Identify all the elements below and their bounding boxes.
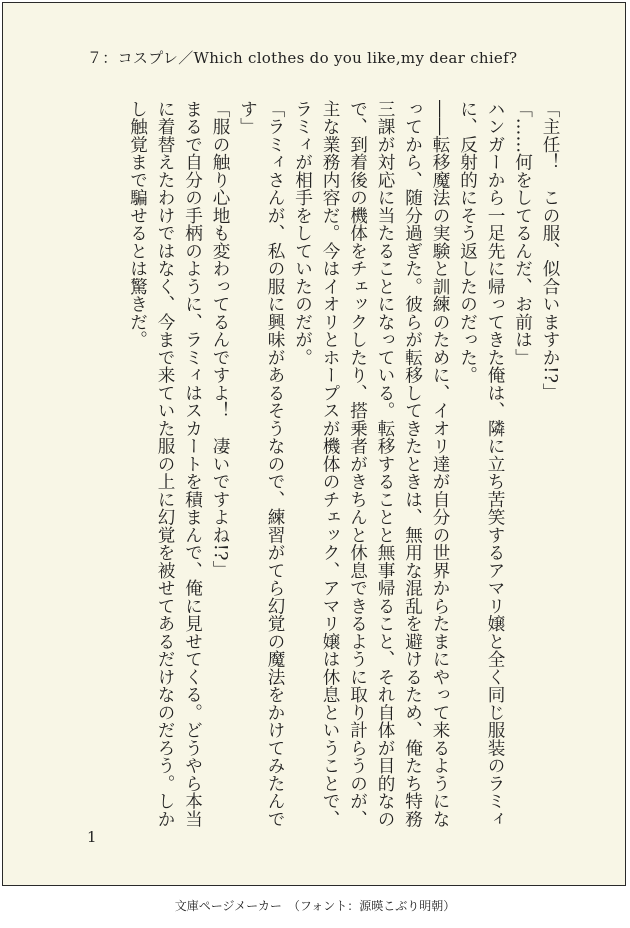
body-text [87, 100, 563, 834]
footer-credit: 文庫ページメーカー （フォント：源暎こぶり明朝） [174, 899, 456, 913]
paragraph: 「服の触り心地も変わってるんですよ！ 凄いですよね!?」 [210, 100, 230, 579]
chapter-title: ７：コスプレ／Which clothes do you like,my dear chief? [87, 49, 518, 67]
page-number: 1 [87, 828, 97, 846]
paragraph: 「……何をしてるんだ、お前は」 [512, 100, 533, 367]
paragraph: 「主任！ この服、似合いますか!?」 [540, 100, 560, 401]
book-page [2, 2, 626, 886]
paragraph: まるで自分の手柄のように、ラミィはスカートを積まんで、俺に見せてくる。どうやら本当に着替えたわけではなく、今まで来ていた服の上に幻覚を被せてあるだけなのだろう。しかし触覚まで騙せるとは驚きだ。 [127, 100, 203, 828]
paragraph: ハンガーから一足先に帰ってきた俺は、隣に立ち苦笑するアマリ嬢と全く同じ服装のラミィに、反射的にそう返したのだった。 [457, 100, 505, 828]
paragraph: 「ラミィさんが、私の服に興味があるそうなので、練習がてら幻覚の魔法をかけてみたんです」 [237, 100, 285, 828]
paragraph: ――転移魔法の実験と訓練のために、イオリ達が自分の世界からたまにやって来るようになってから、随分過ぎた。彼らが転移してきたときは、無用な混乱を避けるため、俺たち特務三課が対応に当たることになっている。転移することと無事帰ること、それ自体が目的なので、到着後の機体をチェックしたり、搭乗者がきちんと休息できるように取り計らうのが、主な業務内容だ。今はイオリとホープスが機体のチェック、アマリ嬢は休息ということで、ラミィが相手をしていたのだが。 [292, 100, 450, 828]
